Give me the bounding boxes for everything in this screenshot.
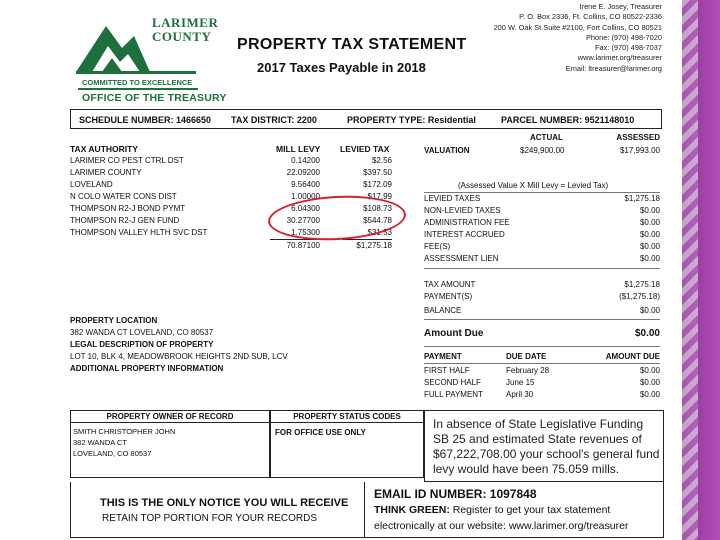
levy-formula-row xyxy=(424,181,660,192)
treasurer-line: Fax: (970) 498-7037 xyxy=(595,43,662,53)
fee-row xyxy=(424,206,660,217)
fee-row xyxy=(424,230,660,241)
authority-name: LOVELAND xyxy=(70,180,113,189)
authority-name: THOMPSON R2-J GEN FUND xyxy=(70,216,180,225)
fee-value: $0.00 xyxy=(639,218,660,227)
status-header: PROPERTY STATUS CODES xyxy=(271,411,423,423)
owner-line: SMITH CHRISTOPHER JOHN xyxy=(73,427,176,436)
only-notice-text: THIS IS THE ONLY NOTICE YOU WILL RECEIVE xyxy=(100,497,349,509)
total-rule xyxy=(342,239,392,240)
mill-levy-value: 9.56400 xyxy=(291,180,320,189)
mill-levy-value: 30.27700 xyxy=(286,216,320,225)
payment-name: FIRST HALF xyxy=(424,366,470,375)
tax-authority-header: TAX AUTHORITY xyxy=(70,144,138,154)
tax-district: TAX DISTRICT: 2200 xyxy=(231,115,317,125)
balance-value: $0.00 xyxy=(639,306,660,315)
valuation-row xyxy=(424,146,660,157)
tax-statement-page xyxy=(62,0,668,540)
fee-label: INTEREST ACCRUED xyxy=(424,230,505,239)
fee-row xyxy=(424,194,660,205)
fee-divider xyxy=(424,268,660,269)
payment-row xyxy=(424,378,660,389)
payment-name: FULL PAYMENT xyxy=(424,390,483,399)
tax-amount-label: TAX AMOUNT xyxy=(424,280,476,289)
document-title: PROPERTY TAX STATEMENT xyxy=(237,36,467,53)
payment-due: June 15 xyxy=(506,378,535,387)
payment-amount: $0.00 xyxy=(639,378,660,387)
fee-value: $0.00 xyxy=(639,230,660,239)
retain-portion-text: RETAIN TOP PORTION FOR YOUR RECORDS xyxy=(102,513,318,524)
fee-label: LEVIED TAXES xyxy=(424,194,481,203)
payment-due: April 30 xyxy=(506,390,534,399)
payment-amount: $0.00 xyxy=(639,366,660,375)
status-box xyxy=(270,410,424,478)
tax-authority-row xyxy=(70,156,392,167)
levied-tax-value: $108.73 xyxy=(363,204,392,213)
tax-amount-value: $1,275.18 xyxy=(624,280,660,289)
payments-value: ($1,275.18) xyxy=(619,292,660,301)
treasurer-line: www.larimer.org/treasurer xyxy=(577,53,662,63)
valuation-headers xyxy=(424,133,660,144)
levied-tax-header: LEVIED TAX xyxy=(340,144,390,154)
treasurer-line: 200 W. Oak St Suite #2100, Fort Collins, CO 80521 xyxy=(493,22,662,32)
payments-row xyxy=(424,292,660,303)
payment-amount: $0.00 xyxy=(639,390,660,399)
fee-label: ADMINISTRATION FEE xyxy=(424,218,510,227)
levied-tax-value: $172.09 xyxy=(363,180,392,189)
total-levied-tax: $1,275.18 xyxy=(356,241,392,250)
fee-row xyxy=(424,254,660,265)
mill-levy-value: 0.14200 xyxy=(291,156,320,165)
county-name-line1: LARIMER xyxy=(152,15,219,30)
treasurer-contact xyxy=(464,2,662,74)
zigzag-pattern xyxy=(682,0,698,540)
additional-info-label: ADDITIONAL PROPERTY INFORMATION xyxy=(70,364,224,373)
fee-value: $0.00 xyxy=(639,206,660,215)
payment-row xyxy=(424,366,660,377)
office-name: OFFICE OF THE TREASURY xyxy=(82,92,227,104)
balance-label: BALANCE xyxy=(424,306,462,315)
fee-row xyxy=(424,242,660,253)
payment-header: PAYMENT xyxy=(424,352,462,361)
mill-levy-value: 1.00000 xyxy=(291,192,320,201)
levied-tax-value: $31.53 xyxy=(367,228,392,237)
mill-levy-value: 1.75300 xyxy=(291,228,320,237)
amount-due-divider xyxy=(424,346,660,347)
fee-label: ASSESSMENT LIEN xyxy=(424,254,499,263)
funding-notice: In absence of State Legislative Funding SB 25 and estimated State revenues of $67,222,708.00 your school's general fund levy would have been 75.059 mills. xyxy=(433,417,660,476)
levied-tax-value: $17.99 xyxy=(367,192,392,201)
treasurer-line: Phone: (970) 498-7020 xyxy=(585,32,662,42)
funding-box xyxy=(424,410,664,482)
property-location-label: PROPERTY LOCATION xyxy=(70,316,158,325)
payment-due: February 28 xyxy=(506,366,550,375)
total-mill-levy: 70.87100 xyxy=(286,241,320,250)
amount-due-row xyxy=(424,328,660,341)
balance-divider xyxy=(424,319,660,320)
payment-name: SECOND HALF xyxy=(424,378,481,387)
balance-row xyxy=(424,306,660,317)
fee-row xyxy=(424,218,660,229)
amount-due-value: $0.00 xyxy=(634,328,660,339)
levy-formula: (Assessed Value X Mill Levy = Levied Tax) xyxy=(458,181,609,190)
logo-divider xyxy=(78,88,198,90)
fee-value: $1,275.18 xyxy=(624,194,660,203)
email-id-number: EMAIL ID NUMBER: 1097848 xyxy=(374,487,537,501)
schedule-number: SCHEDULE NUMBER: 1466650 xyxy=(79,115,212,125)
think-green-line2: electronically at our website: www.larimer.org/treasurer xyxy=(374,520,629,532)
authority-name: THOMPSON R2-J BOND PYMT xyxy=(70,204,186,213)
authority-name: THOMPSON VALLEY HLTH SVC DST xyxy=(70,228,208,237)
property-type: PROPERTY TYPE: Residential xyxy=(347,115,476,125)
document-subtitle: 2017 Taxes Payable in 2018 xyxy=(257,60,426,75)
footer-divider xyxy=(364,482,365,538)
payment-table-header xyxy=(424,352,660,363)
due-date-header: DUE DATE xyxy=(506,352,547,361)
levied-tax-value: $2.56 xyxy=(371,156,392,165)
assessed-value: $17,993.00 xyxy=(619,146,660,155)
county-name xyxy=(152,16,218,44)
valuation-label: VALUATION xyxy=(424,146,470,155)
tax-authority-row xyxy=(70,168,392,179)
amount-due-header: AMOUNT DUE xyxy=(605,352,660,361)
amount-due-label: Amount Due xyxy=(424,328,484,339)
think-green-line1: THINK GREEN: Register to get your tax statement xyxy=(374,504,611,516)
fee-value: $0.00 xyxy=(639,254,660,263)
mill-levy-value: 22.09200 xyxy=(286,168,320,177)
treasurer-line: Irene E. Josey, Treasurer xyxy=(579,2,662,11)
authority-name: LARIMER CO PEST CTRL DST xyxy=(70,156,184,165)
owner-header: PROPERTY OWNER OF RECORD xyxy=(71,411,269,423)
payments-label: PAYMENT(S) xyxy=(424,292,473,301)
valuation-divider xyxy=(424,192,660,193)
authority-name: N COLO WATER CONS DIST xyxy=(70,192,177,201)
treasurer-line: Email: ltreasurer@larimer.org xyxy=(565,63,662,73)
legal-description-label: LEGAL DESCRIPTION OF PROPERTY xyxy=(70,340,214,349)
levied-tax-value: $397.50 xyxy=(363,168,392,177)
treasurer-line: P. O. Box 2336, Ft. Collins, CO 80522-2336 xyxy=(519,12,662,22)
mill-levy-value: 6.04300 xyxy=(291,204,320,213)
owner-box xyxy=(70,410,270,478)
tax-authority-totals xyxy=(70,240,392,252)
actual-header: ACTUAL xyxy=(530,133,563,142)
committed-tagline: COMMITTED TO EXCELLENCE xyxy=(82,78,193,87)
fee-label: NON-LEVIED TAXES xyxy=(424,206,501,215)
tax-authority-row xyxy=(70,180,392,191)
payment-row xyxy=(424,390,660,401)
fee-label: FEE(S) xyxy=(424,242,451,251)
payment-header-divider xyxy=(424,363,660,364)
owner-line: LOVELAND, CO 80537 xyxy=(73,449,152,458)
levied-tax-value: $544.78 xyxy=(363,216,392,225)
fee-value: $0.00 xyxy=(639,242,660,251)
status-value: FOR OFFICE USE ONLY xyxy=(275,428,366,437)
tax-amount-row xyxy=(424,280,660,291)
authority-name: LARIMER COUNTY xyxy=(70,168,142,177)
schedule-bar xyxy=(70,109,662,129)
legal-description: LOT 10, BLK 4, MEADOWBROOK HEIGHTS 2ND SUB, LCV xyxy=(70,352,288,361)
county-logo xyxy=(68,8,234,104)
decorative-side-strip xyxy=(682,0,720,540)
mill-levy-header: MILL LEVY xyxy=(276,144,321,154)
assessed-header: ASSESSED xyxy=(616,133,660,142)
owner-line: 382 WANDA CT xyxy=(73,438,127,447)
actual-value: $249,900.00 xyxy=(520,146,565,155)
parcel-number: PARCEL NUMBER: 9521148010 xyxy=(501,115,635,125)
county-name-line2: COUNTY xyxy=(152,29,212,44)
property-location: 382 WANDA CT LOVELAND, CO 80537 xyxy=(70,328,214,337)
